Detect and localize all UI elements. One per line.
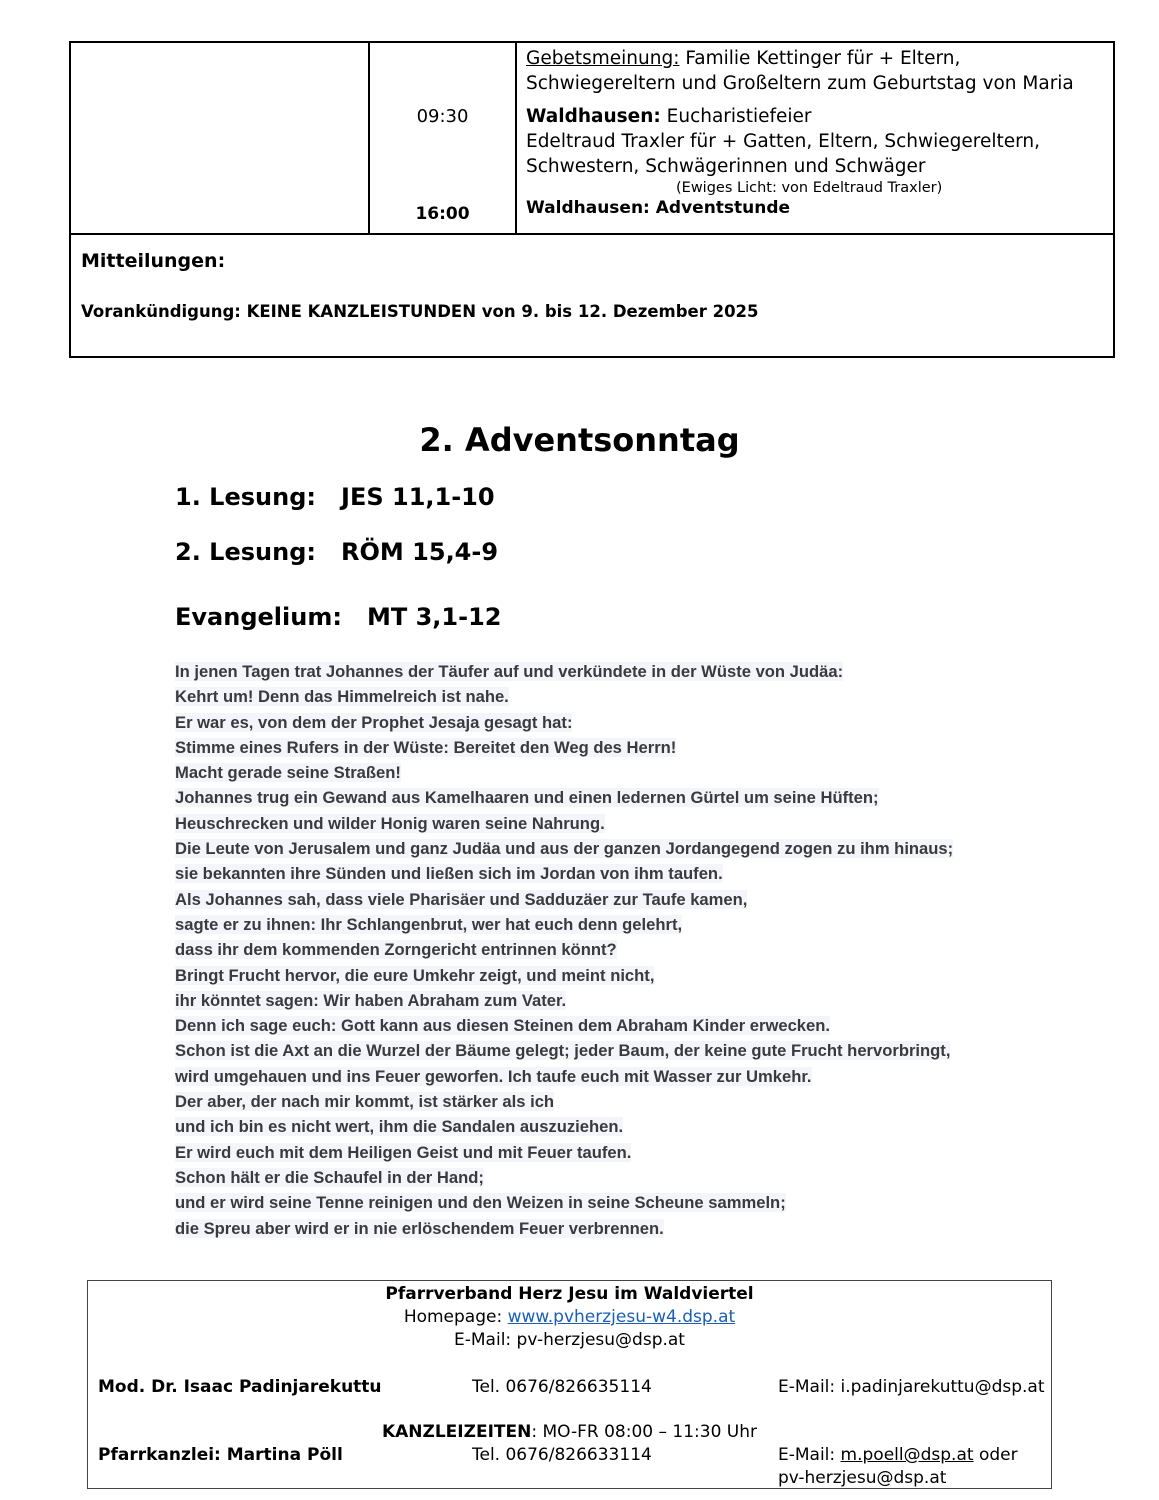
gospel-line-text: wird umgehauen und ins Feuer geworfen. Ich taufe euch mit Wasser zur Umkehr. <box>175 1066 812 1086</box>
time-0930: 09:30 <box>416 106 469 127</box>
gospel-line <box>175 988 953 1013</box>
time-cell <box>370 43 517 233</box>
gospel-line-text: Johannes trug ein Gewand aus Kamelhaaren und einen ledernen Gürtel um seine Hüften; <box>175 788 879 808</box>
gospel-line <box>175 1190 953 1215</box>
mass-type: Eucharistiefeier <box>660 106 812 127</box>
homepage-link[interactable]: www.pvherzjesu-w4.dsp.at <box>507 1307 736 1327</box>
gospel-line-text: Denn ich sage euch: Gott kann aus diesen Steinen dem Abraham Kinder erwecken. <box>175 1016 831 1036</box>
mass-intention-1: Edeltraud Traxler für + Gatten, Eltern, Schwiegereltern, <box>526 131 1041 152</box>
office-hours <box>88 1422 1051 1442</box>
announcements-heading: Mitteilungen: <box>81 250 226 272</box>
gebetsmeinung-line-2: Schwiegereltern und Großeltern zum Geburtstag von Maria <box>526 73 1074 94</box>
gospel-reference: Evangelium: MT 3,1-12 <box>175 603 502 631</box>
office-hours-label: KANZLEIZEITEN <box>381 1422 532 1442</box>
gospel-line <box>175 760 953 785</box>
priest-phone: Tel. 0676/826635114 <box>472 1377 652 1397</box>
office-email-2: pv-herzjesu@dsp.at <box>778 1468 947 1488</box>
priest-name: Mod. Dr. Isaac Padinjarekuttu <box>98 1377 382 1397</box>
reading-2: 2. Lesung: RÖM 15,4-9 <box>175 538 499 566</box>
gospel-line-text: und er wird seine Tenne reinigen und den Weizen in seine Scheune sammeln; <box>175 1193 786 1213</box>
mass-entry <box>526 104 1105 129</box>
office-hours-value: : MO-FR 08:00 – 11:30 Uhr <box>531 1422 758 1442</box>
gospel-line <box>175 785 953 810</box>
page-title: 2. Adventsonntag <box>419 421 740 459</box>
date-cell <box>71 43 370 233</box>
gospel-line-text: Er wird euch mit dem Heiligen Geist und mit Feuer taufen. <box>175 1142 632 1162</box>
gospel-line <box>175 912 953 937</box>
parish-email: E-Mail: pv-herzjesu@dsp.at <box>454 1330 685 1350</box>
office-email-label: E-Mail: <box>778 1445 841 1465</box>
gospel-line <box>175 1089 953 1114</box>
gospel-line <box>175 1216 953 1241</box>
gospel-line-text: die Spreu aber wird er in nie erlöschendem Feuer verbrennen. <box>175 1218 664 1238</box>
gospel-line <box>175 659 953 684</box>
gospel-line <box>175 1038 953 1063</box>
homepage-line <box>88 1307 1051 1327</box>
org-name: Pfarrverband Herz Jesu im Waldviertel <box>385 1284 754 1304</box>
gebetsmeinung-text: Familie Kettinger für + Eltern, <box>679 48 961 69</box>
gospel-line-text: Heuschrecken und wilder Honig waren seine Nahrung. <box>175 813 605 833</box>
gospel-line-text: Schon ist die Axt an die Wurzel der Bäume gelegt; jeder Baum, der keine gute Frucht hervorbringt, <box>175 1041 951 1061</box>
office-email-or: oder <box>973 1445 1018 1465</box>
event-cell <box>517 43 1113 233</box>
time-1600: 16:00 <box>415 204 470 224</box>
gospel-line-text: Kehrt um! Denn das Himmelreich ist nahe. <box>175 687 509 707</box>
office-email <box>778 1445 1018 1465</box>
gospel-line-text: Der aber, der nach mir kommt, ist stärker als ich <box>175 1092 555 1112</box>
gospel-line <box>175 735 953 760</box>
announcements-box <box>69 234 1115 358</box>
gebetsmeinung-label: Gebetsmeinung: <box>526 48 680 69</box>
gospel-line-text: Bringt Frucht hervor, die eure Umkehr zeigt, und meint nicht, <box>175 965 655 985</box>
homepage-label: Homepage: <box>403 1307 508 1327</box>
priest-email: E-Mail: i.padinjarekuttu@dsp.at <box>778 1377 1045 1397</box>
gospel-line <box>175 1140 953 1165</box>
gospel-line <box>175 937 953 962</box>
gospel-line <box>175 963 953 988</box>
gospel-line-text: In jenen Tagen trat Johannes der Täufer auf und verkündete in der Wüste von Judäa: <box>175 662 844 681</box>
office-name: Pfarrkanzlei: Martina Pöll <box>98 1445 343 1465</box>
gospel-line <box>175 710 953 735</box>
gospel-line-text: Er war es, von dem der Prophet Jesaja gesagt hat: <box>175 712 573 732</box>
gospel-line <box>175 811 953 836</box>
announcement-text: Vorankündigung: KEINE KANZLEISTUNDEN von 9. bis 12. Dezember 2025 <box>81 302 759 321</box>
gospel-line <box>175 861 953 886</box>
gospel-line <box>175 1064 953 1089</box>
advent-event: Waldhausen: Adventstunde <box>526 198 791 218</box>
gospel-line <box>175 684 953 709</box>
gospel-line-text: ihr könntet sagen: Wir haben Abraham zum Vater. <box>175 990 567 1010</box>
gospel-line-text: Die Leute von Jerusalem und ganz Judäa und aus der ganzen Jordangegend zogen zu ihm hinaus; <box>175 839 954 859</box>
gospel-line-text: Stimme eines Rufers in der Wüste: Bereitet den Weg des Herrn! <box>175 737 677 757</box>
gospel-line <box>175 1114 953 1139</box>
gebetsmeinung <box>526 46 1105 71</box>
gospel-line <box>175 887 953 912</box>
gospel-line-text: Als Johannes sah, dass viele Pharisäer und Sadduzäer zur Taufe kamen, <box>175 889 748 909</box>
schedule-table <box>69 41 1115 235</box>
gospel-line-text: sie bekannten ihre Sünden und ließen sich im Jordan von ihm taufen. <box>175 864 723 884</box>
gospel-line-text: dass ihr dem kommenden Zorngericht entrinnen könnt? <box>175 940 617 960</box>
gospel-line <box>175 1165 953 1190</box>
gospel-line-text: Macht gerade seine Straßen! <box>175 763 401 783</box>
gospel-line-text: und ich bin es nicht wert, ihm die Sandalen auszuziehen. <box>175 1117 624 1137</box>
gospel-text <box>175 659 953 1241</box>
gospel-line <box>175 836 953 861</box>
gospel-line <box>175 1013 953 1038</box>
contact-box <box>87 1280 1052 1489</box>
mass-place: Waldhausen: <box>526 106 661 127</box>
office-email-link[interactable]: m.poell@dsp.at <box>840 1445 974 1465</box>
office-phone: Tel. 0676/826633114 <box>472 1445 652 1465</box>
gospel-line-text: sagte er zu ihnen: Ihr Schlangenbrut, wer hat euch denn gelehrt, <box>175 914 683 934</box>
ewiges-licht: (Ewiges Licht: von Edeltraud Traxler) <box>676 180 943 196</box>
reading-1: 1. Lesung: JES 11,1-10 <box>175 483 495 511</box>
mass-intention-2: Schwestern, Schwägerinnen und Schwäger <box>526 156 926 177</box>
gospel-line-text: Schon hält er die Schaufel in der Hand; <box>175 1167 484 1187</box>
